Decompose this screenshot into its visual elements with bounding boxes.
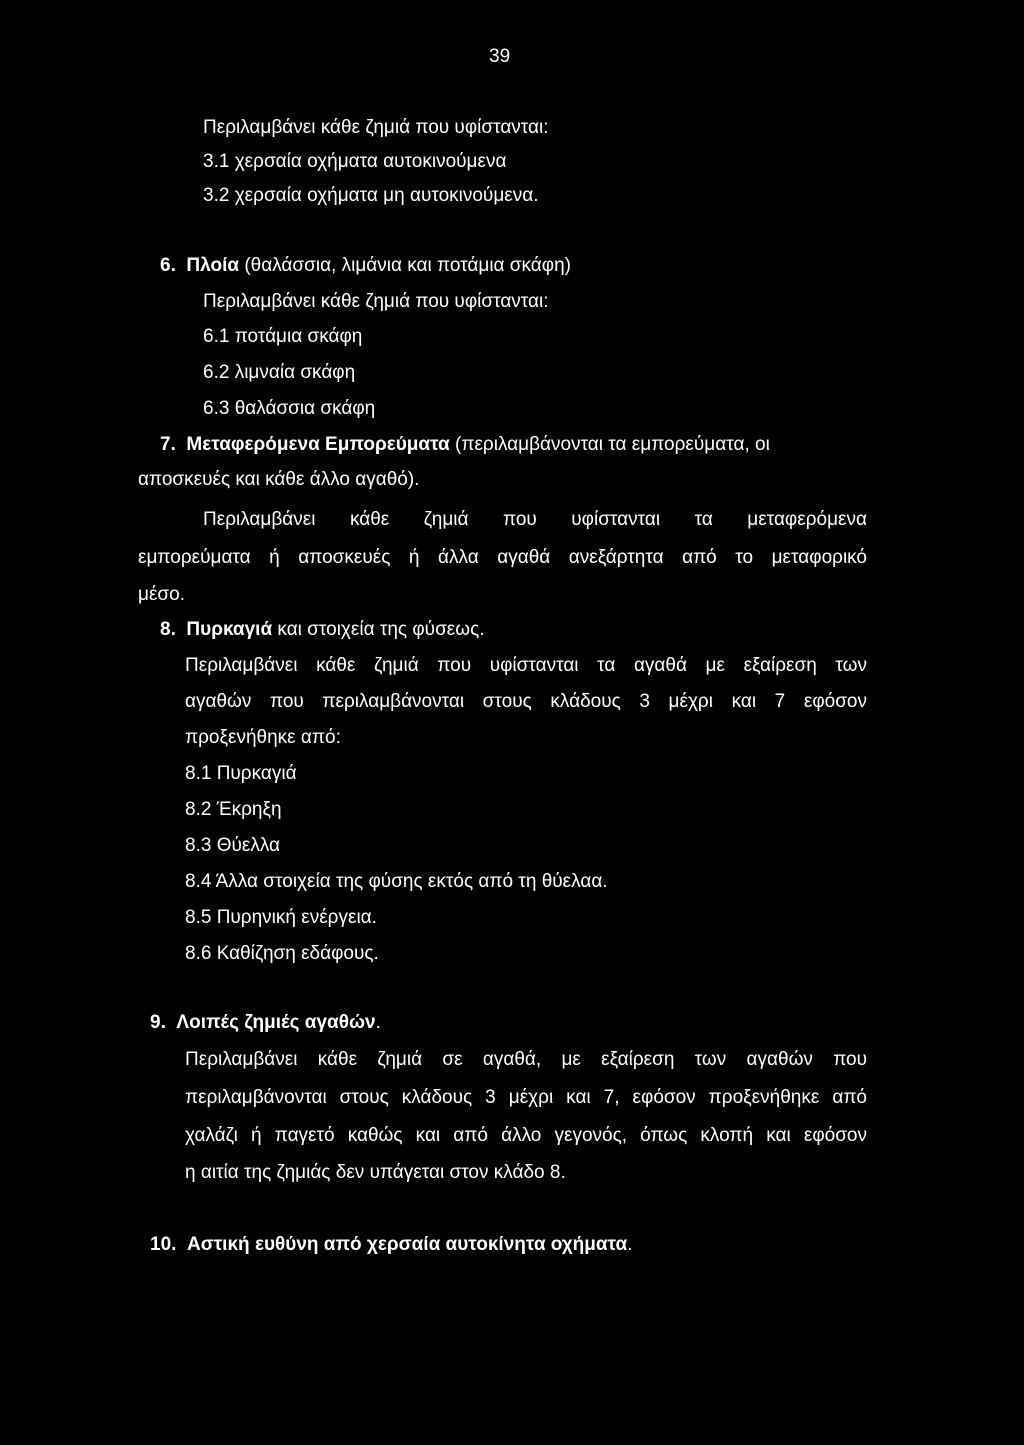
item-8-2: 8.2 Έκρηξη [185,799,282,820]
section-10-heading [150,1232,632,1258]
section-9-desc-2: περιλαμβάνονται στους κλάδους 3 μέχρι και 7, εφόσον προξενήθηκε από [185,1087,867,1108]
section-9-number: 9. [150,1012,166,1033]
section-7-desc-1: Περιλαμβάνει κάθε ζημιά που υφίστανται τα μεταφερόμενα [203,509,867,530]
section-6-number: 6. [160,255,176,276]
section-8-desc-2: αγαθών που περιλαμβάνονται στους κλάδους 3 μέχρι και 7 εφόσον [185,691,867,712]
section-7-title: Μεταφερόμενα Εμπορεύματα [186,434,450,455]
section-8-desc-1: Περιλαμβάνει κάθε ζημιά που υφίστανται τα αγαθά με εξαίρεση των [185,655,867,676]
section-9-desc-1: Περιλαμβάνει κάθε ζημιά σε αγαθά, με εξαίρεση των αγαθών που [185,1049,867,1070]
item-8-6: 8.6 Καθίζηση εδάφους. [185,943,379,964]
item-6-3: 6.3 θαλάσσια σκάφη [203,398,376,419]
section-7-heading [160,432,770,458]
section-7-number: 7. [160,434,176,455]
item-3-2: 3.2 χερσαία οχήματα μη αυτοκινούμενα. [203,185,539,206]
section-9-title-end: . [375,1012,381,1033]
section-7-desc-2: εμπορεύματα ή αποσκευές ή άλλα αγαθά ανεξάρτητα από το μεταφορικό [138,547,867,568]
item-8-3: 8.3 Θύελλα [185,835,281,856]
item-8-4: 8.4 Άλλα στοιχεία της φύσης εκτός από τη θύελαα. [185,871,608,892]
page-number: 39 [489,46,511,67]
section-9-desc-4: η αιτία της ζημιάς δεν υπάγεται στον κλάδο 8. [185,1162,566,1183]
section-6-title: Πλοία [186,255,240,276]
section-10-title-end: . [627,1234,633,1255]
section-6-title-rest: (θαλάσσια, λιμάνια και ποτάμια σκάφη) [239,255,571,276]
section-8-desc-3: προξενήθηκε από: [185,727,341,748]
item-8-1: 8.1 Πυρκαγιά [185,763,297,784]
section-7-title-rest: (περιλαμβάνονται τα εμπορεύματα, οι [449,434,770,455]
item-6-1: 6.1 ποτάμια σκάφη [203,326,363,347]
section-8-number: 8. [160,619,176,640]
item-6-2: 6.2 λιμναία σκάφη [203,362,356,383]
section-8-title-rest: και στοιχεία της φύσεως. [272,619,485,640]
item-8-5: 8.5 Πυρηνική ενέργεια. [185,907,377,928]
section-7-desc-3: μέσο. [138,584,185,605]
section-6-intro: Περιλαμβάνει κάθε ζημιά που υφίστανται: [203,291,549,312]
section-9-heading [150,1010,381,1036]
section-9-desc-3: χαλάζι ή παγετό καθώς και από άλλο γεγονός, όπως κλοπή και εφόσον [185,1125,867,1146]
section-10-number: 10. [150,1234,177,1255]
section-8-title: Πυρκαγιά [186,619,273,640]
section-7-title-cont: αποσκευές και κάθε άλλο αγαθό). [138,469,420,490]
section-3-intro: Περιλαμβάνει κάθε ζημιά που υφίστανται: [203,117,549,138]
item-3-1: 3.1 χερσαία οχήματα αυτοκινούμενα [203,151,507,172]
section-9-title: Λοιπές ζημιές αγαθών [176,1012,376,1033]
section-6-heading [160,253,571,279]
section-8-heading [160,617,485,643]
section-10-title: Αστική ευθύνη από χερσαία αυτοκίνητα οχήματα [186,1234,628,1255]
